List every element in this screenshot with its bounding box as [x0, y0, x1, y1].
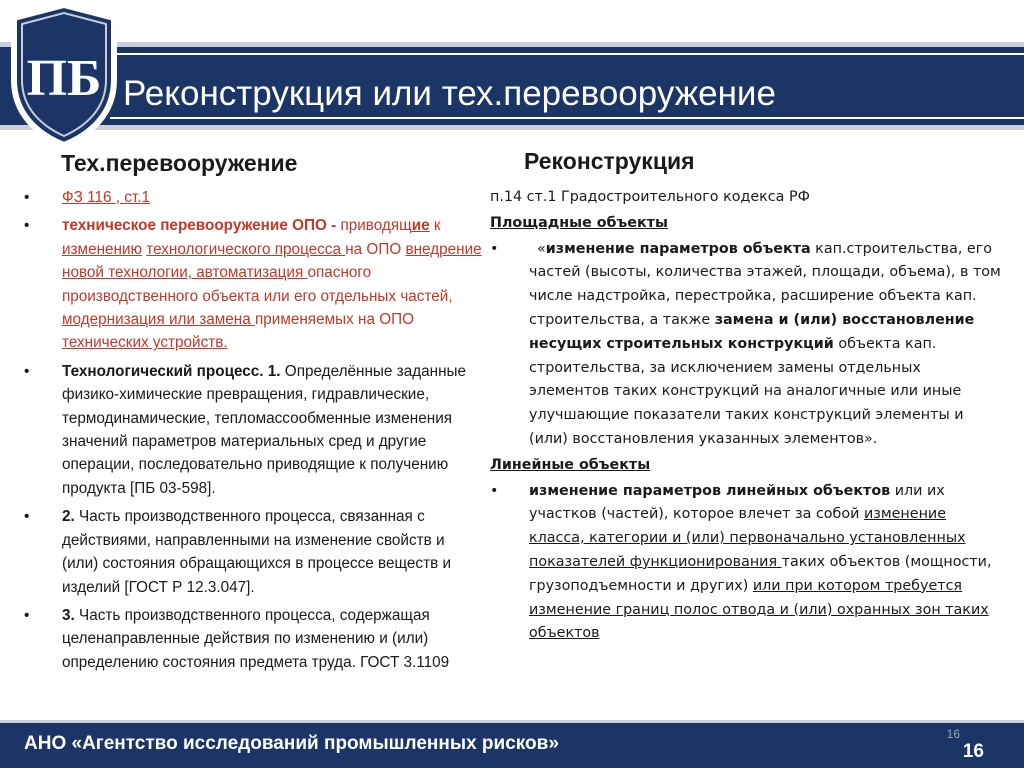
logo-text: ПБ [26, 50, 102, 107]
footer-organization: АНО «Агентство исследований промышленных рисков» [24, 733, 559, 754]
source-reference: п.14 ст.1 Градостроительного кодекса РФ [490, 189, 810, 205]
bullet: • [24, 508, 30, 526]
definition-text: изменению [62, 240, 143, 258]
definition-text: применяемых на ОПО [255, 311, 415, 329]
definition-text: ие [411, 217, 430, 235]
definition-term: техническое перевооружение ОПО - [62, 217, 341, 235]
bullet: • [24, 217, 30, 235]
item-text: Часть производственного процесса, связанная с действиями, направленными на изменение свойств и (или) состояния обращающихся в процессе веществ и изделий [ГОСТ Р 12.3.047]. [62, 508, 452, 596]
definition-text: на ОПО [345, 240, 406, 258]
item-text: или их участков (частей), которое влечет за собой [529, 482, 945, 523]
definition-text: опасного производственного объекта или его отдельных частей, [62, 264, 453, 305]
bullet: • [24, 606, 30, 624]
item-text: Часть производственного процесса, содержащая целенаправленные действия по изменению и (или) определению состояния предмета труда. ГОСТ 3.1109 [62, 606, 450, 671]
item-underlined: или при котором требуется изменение границ полос отвода и (или) охранных зон таких объектов [529, 577, 989, 642]
left-column-heading: Тех.перевооружение [61, 150, 298, 176]
definition-text: внедрение новой технологии, автоматизация [62, 240, 482, 282]
item-bold: изменение параметров объекта [545, 240, 811, 257]
item-bold: изменение параметров линейных объектов [529, 482, 891, 499]
list-item [490, 238, 1005, 452]
item-bold: Технологический процесс. 1. [62, 362, 281, 380]
section-heading: Площадные объекты [490, 214, 668, 231]
bullet: • [490, 240, 499, 257]
logo-shield-icon [4, 0, 124, 150]
list-item [24, 214, 484, 354]
item-text: объекта кап. строительства, за исключением замены отдельных элементов таких конструкций на аналогичные или иные улучшающие показатели таких конструкций элементы и (или) восстановления указанных элементов». [529, 335, 964, 447]
item-text: кап.строительства, его частей (высоты, количества этажей, площади, объема), в том числе надстройка, перестройка, расширение объекта кап. строительства, а также [529, 240, 1001, 328]
definition-text: к [429, 217, 441, 235]
definition-text: модернизация или замена [62, 311, 255, 329]
slide-number: 16 [962, 741, 984, 762]
list-item [24, 505, 484, 599]
bullet: • [490, 482, 499, 499]
list-item [24, 186, 484, 209]
right-column-heading: Реконструкция [524, 148, 695, 174]
definition-text: технологического процесса [146, 240, 346, 258]
list-item [24, 360, 484, 500]
right-column [490, 186, 1005, 646]
slide-title: Реконструкция или тех.перевооружение [123, 74, 776, 113]
section-heading: Линейные объекты [490, 456, 651, 473]
quote-open: « [537, 240, 546, 257]
list-item [24, 604, 484, 674]
bullet: • [24, 189, 30, 206]
item-underlined: изменение класса, категории и (или) первоначально установленных показателей функционирования [529, 506, 966, 570]
item-text: таких объектов (мощности, грузоподъемности и других) [529, 553, 992, 594]
list-item [490, 480, 1005, 647]
law-reference: ФЗ 116 , ст.1 [62, 189, 150, 206]
item-bold: 3. [62, 606, 75, 624]
item-bold: 2. [62, 508, 75, 526]
item-bold: замена и (или) восстановление несущих строительных конструкций [529, 311, 975, 352]
definition-text: технических устройств. [62, 334, 228, 352]
bullet: • [24, 362, 30, 380]
item-text: Определённые заданные физико-химические превращения, гидравлические, термодинамические, тепломассообменные изменения значений параметров материальных сред и другие операции, последовательно приводящие к получению продукта [ПБ 03-598]. [62, 362, 467, 497]
definition-text: приводящ [340, 217, 412, 235]
slide-number-small: 16 [946, 727, 960, 741]
left-column [24, 186, 484, 679]
